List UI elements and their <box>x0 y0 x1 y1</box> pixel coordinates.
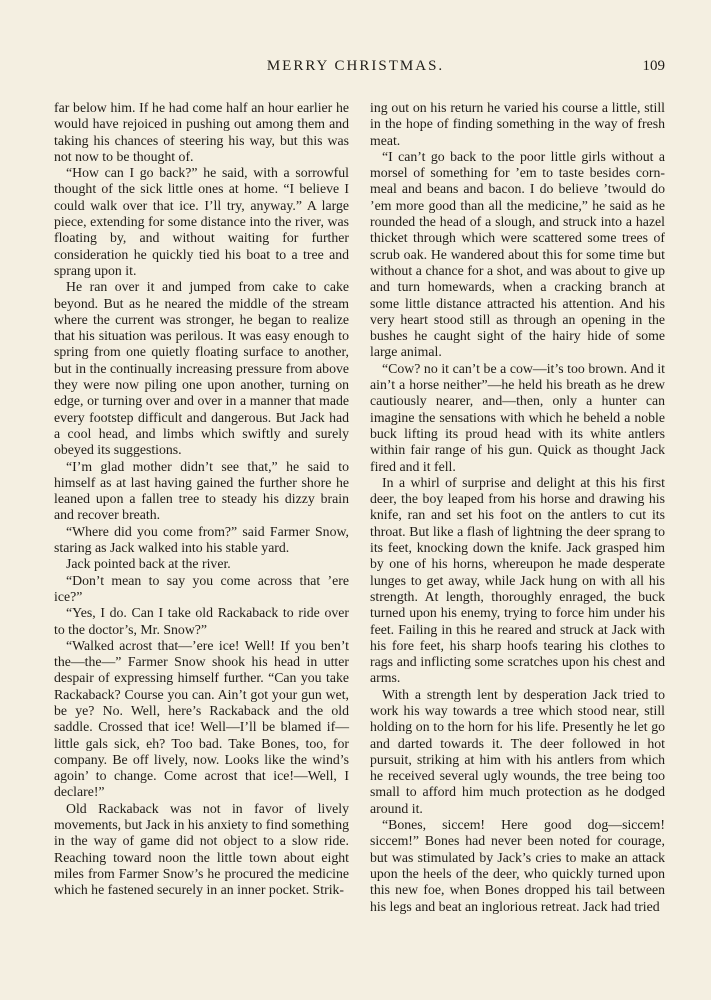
paragraph: “Walked acrost that—’ere ice! Well! If you ben’t the—the—” Farmer Snow shook his head in utter despair of expressing himself further. “Can you take Rackaback? Course you can. Ain’t got your gun wet, be ye? No. Well, here’s Rackaback and the old saddle. Crossed that ice! Well—I’ll be blamed if—little gals sick, eh? Too bad. Take Bones, too, for company. Be off lively, now. Looks like the wind’s agoin’ to change. Come acrost that ice!—Well, I declare!” <box>54 637 349 800</box>
paragraph: “Bones, siccem! Here good dog—siccem! siccem!” Bones had never been noted for courage, but was stimulated by Jack’s cries to make an attack upon the heels of the deer, who quickly turned upon this new foe, when Bones dropped his tail between his legs and beat an inglorious retreat. Jack had tried <box>370 817 665 914</box>
right-column <box>370 100 665 915</box>
page-header <box>0 58 711 82</box>
paragraph: “How can I go back?” he said, with a sorrowful thought of the sick little ones at home. “I believe I could walk over that ice. I’ll try, anyway.” A large piece, extending for some distance into the river, was floating by, and without waiting for further consideration he quickly tied his boat to a tree and sprang upon it. <box>54 165 349 278</box>
paragraph: ing out on his return he varied his course a little, still in the hope of finding something in the way of fresh meat. <box>370 100 665 148</box>
paragraph: He ran over it and jumped from cake to cake beyond. But as he neared the middle of the stream where the current was stronger, he began to realize that his situation was perilous. It was easy enough to spring from one quietly floating surface to another, but in the continually increasing pressure from above they were now piling one upon another, turning on edge, or turning over and over in a manner that made every footstep difficult and dangerous. But Jack had a cool head, and limbs which swiftly and surely obeyed its suggestions. <box>54 279 349 458</box>
paragraph: “Yes, I do. Can I take old Rackaback to ride over to the doctor’s, Mr. Snow?” <box>54 605 349 637</box>
paragraph: “Cow? no it can’t be a cow—it’s too brown. And it ain’t a horse neither”—he held his breath as he drew cautiously nearer, and—then, only a hunter can imagine the sensations with which he beheld a noble buck lifting its proud head with its white antlers within fair range of his gun. Quick as thought Jack fired and it fell. <box>370 360 665 474</box>
page-number: 109 <box>642 58 665 74</box>
paragraph: “Don’t mean to say you come across that ’ere ice?” <box>54 572 349 604</box>
paragraph: In a whirl of surprise and delight at this his first deer, the boy leaped from his horse and drawing his knife, ran and set his foot on the antlers to cut its throat. But like a flash of lightning the deer sprang to its feet, knocking down the knife. Jack grasped him by one of his horns, whereupon he made desperate lunges to get away, while Jack hung on with all his strength. At length, thoroughly enraged, the buck turned upon his enemy, trying to force him under his feet. Failing in this he reared and struck at Jack with his fore feet, his sharp hoofs tearing his clothes to rags and inflicting some scratches upon his chest and arms. <box>370 474 665 686</box>
paragraph: “Where did you come from?” said Farmer Snow, staring as Jack walked into his stable yard. <box>54 523 349 556</box>
paragraph: Old Rackaback was not in favor of lively movements, but Jack in his anxiety to find something in the way of game did not object to a slow ride. Reaching toward noon the little town about eight miles from Farmer Snow’s he procured the medicine which he fastened securely in an inner pocket. Strik- <box>54 800 349 898</box>
paragraph: With a strength lent by desperation Jack tried to work his way towards a tree which stood near, still holding on to the horn for his life. Presently he let go and darted towards it. The deer followed in hot pursuit, striking at him with his antlers from which he received several ugly wounds, the tree being too small to afford him much protection as he dodged around it. <box>370 686 665 816</box>
paragraph: Jack pointed back at the river. <box>66 556 231 572</box>
paragraph: far below him. If he had come half an hour earlier he would have rejoiced in pushing out among them and taking his chances of steering his way, but this was not now to be thought of. <box>54 100 349 164</box>
running-title: MERRY CHRISTMAS. <box>266 58 445 74</box>
paragraph: “I’m glad mother didn’t see that,” he said to himself as at last having gained the further shore he leaned upon a fallen tree to steady his dizzy brain and recover breath. <box>54 458 349 523</box>
paragraph: “I can’t go back to the poor little girls without a morsel of something for ’em to taste besides corn-meal and beans and bacon. I do believe ’twould do ’em more good than all the medicine,” he said as he rounded the head of a slough, and struck into a hazel thicket through which were scattered some trees of scrub oak. He wandered about this for some time but without a chance for a shot, and was about to give up and turn homewards, when a cracking branch at some little distance attracted his attention. And his very heart stood still as through an opening in the bushes he caught sight of the hairy hide of some large animal. <box>370 148 665 360</box>
left-column <box>54 100 349 899</box>
